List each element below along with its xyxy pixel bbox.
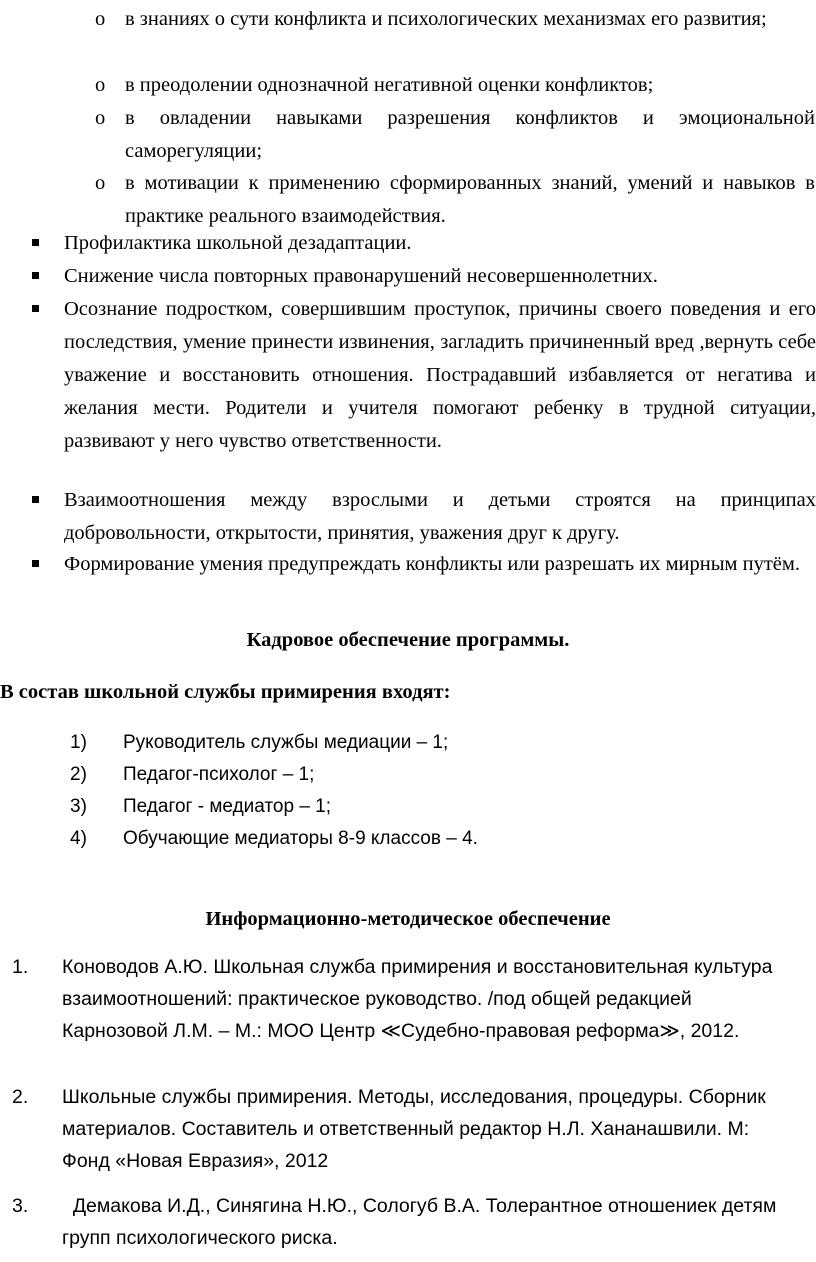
references-heading: Информационно-методическое обеспечение [205, 908, 611, 930]
staff-list-item [70, 792, 770, 822]
sub-bullet-marker: o [95, 107, 106, 129]
reference-item [12, 1190, 802, 1254]
sub-bullet-item [95, 69, 815, 102]
staff-item-text: Педагог-психолог – 1; [123, 764, 315, 785]
reference-number: 1. [12, 956, 29, 978]
result-bullet-item [32, 293, 816, 458]
reference-item [12, 951, 802, 1047]
result-bullet-item [32, 484, 816, 550]
square-bullet-icon [32, 496, 39, 503]
staff-item-text: Руководитель службы медиации – 1; [123, 732, 449, 753]
reference-text: Школьные службы примирения. Методы, исследования, процедуры. Сборник материалов. Составитель и ответственный редактор Н.Л. Хананашвили. М: Фонд «Новая Евразия», 2012 [62, 1086, 766, 1172]
square-bullet-icon [32, 239, 39, 246]
sub-bullet-text: в преодолении однозначной негативной оценки конфликтов; [125, 74, 654, 96]
staff-item-number: 1) [70, 732, 87, 753]
staff-list-item [70, 728, 770, 758]
staff-item-number: 2) [70, 764, 87, 785]
sub-bullet-marker: o [95, 172, 106, 194]
sub-bullet-marker: o [95, 74, 106, 96]
result-bullet-text: Профилактика школьной дезадаптации. [64, 232, 412, 254]
staff-item-text: Педагог - медиатор – 1; [123, 796, 332, 817]
sub-bullet-item [95, 167, 815, 233]
staff-list-item [70, 760, 770, 790]
sub-bullet-text: в овладении навыками разрешения конфликтов и эмоциональной саморегуляции; [125, 107, 815, 162]
sub-bullet-text: в знаниях о сути конфликта и психологических механизмах его развития; [125, 8, 767, 30]
square-bullet-icon [32, 272, 39, 279]
sub-bullet-text: в мотивации к применению сформированных знаний, умений и навыков в практике реального взаимодействия. [125, 172, 815, 227]
result-bullet-text: Взаимоотношения между взрослыми и детьми строятся на принципах добровольности, открытости, принятия, уважения друг к другу. [64, 489, 816, 544]
result-bullet-text: Формирование умения предупреждать конфликты или разрешать их мирным путём. [64, 553, 800, 575]
reference-text: Демакова И.Д., Синягина Н.Ю., Сологуб В.А. Толерантное отношениек детям групп психологического риска. [62, 1195, 782, 1249]
sub-bullet-marker: o [95, 8, 106, 30]
result-bullet-item [32, 260, 816, 293]
staff-item-number: 4) [70, 828, 87, 849]
reference-number: 2. [12, 1086, 29, 1108]
sub-bullet-item [95, 3, 815, 36]
staff-list-item [70, 824, 770, 854]
sub-bullet-item [95, 102, 815, 168]
reference-number: 3. [12, 1195, 29, 1217]
result-bullet-text: Снижение числа повторных правонарушений несовершеннолетних. [64, 265, 658, 287]
result-bullet-item [32, 548, 816, 581]
square-bullet-icon [32, 305, 39, 312]
staffing-subheading: В состав школьной службы примирения входят: [0, 681, 451, 703]
square-bullet-icon [32, 560, 39, 567]
staff-item-text: Обучающие медиаторы 8-9 классов – 4. [123, 828, 478, 849]
result-bullet-text: Осознание подростком, совершившим проступок, причины своего поведения и его последствия, умение принести извинения, загладить причиненный вред ,вернуть себе уважение и восстановить отношения. Пострадавший избавляется от негатива и желания мести. Родители и учителя помогают ребенку в трудной ситуации, развивают у него чувство ответственности. [64, 298, 816, 452]
reference-text: Коноводов А.Ю. Школьная служба примирения и восстановительная культура взаимоотношений: практическое руководство. /под общей редакцией Карнозовой Л.М. – М.: МОО Центр ≪Судебно-правовая реформа≫, 2012. [62, 956, 773, 1042]
staffing-heading: Кадровое обеспечение программы. [246, 629, 570, 651]
reference-item [12, 1081, 802, 1177]
staff-item-number: 3) [70, 796, 87, 817]
result-bullet-item [32, 227, 816, 260]
